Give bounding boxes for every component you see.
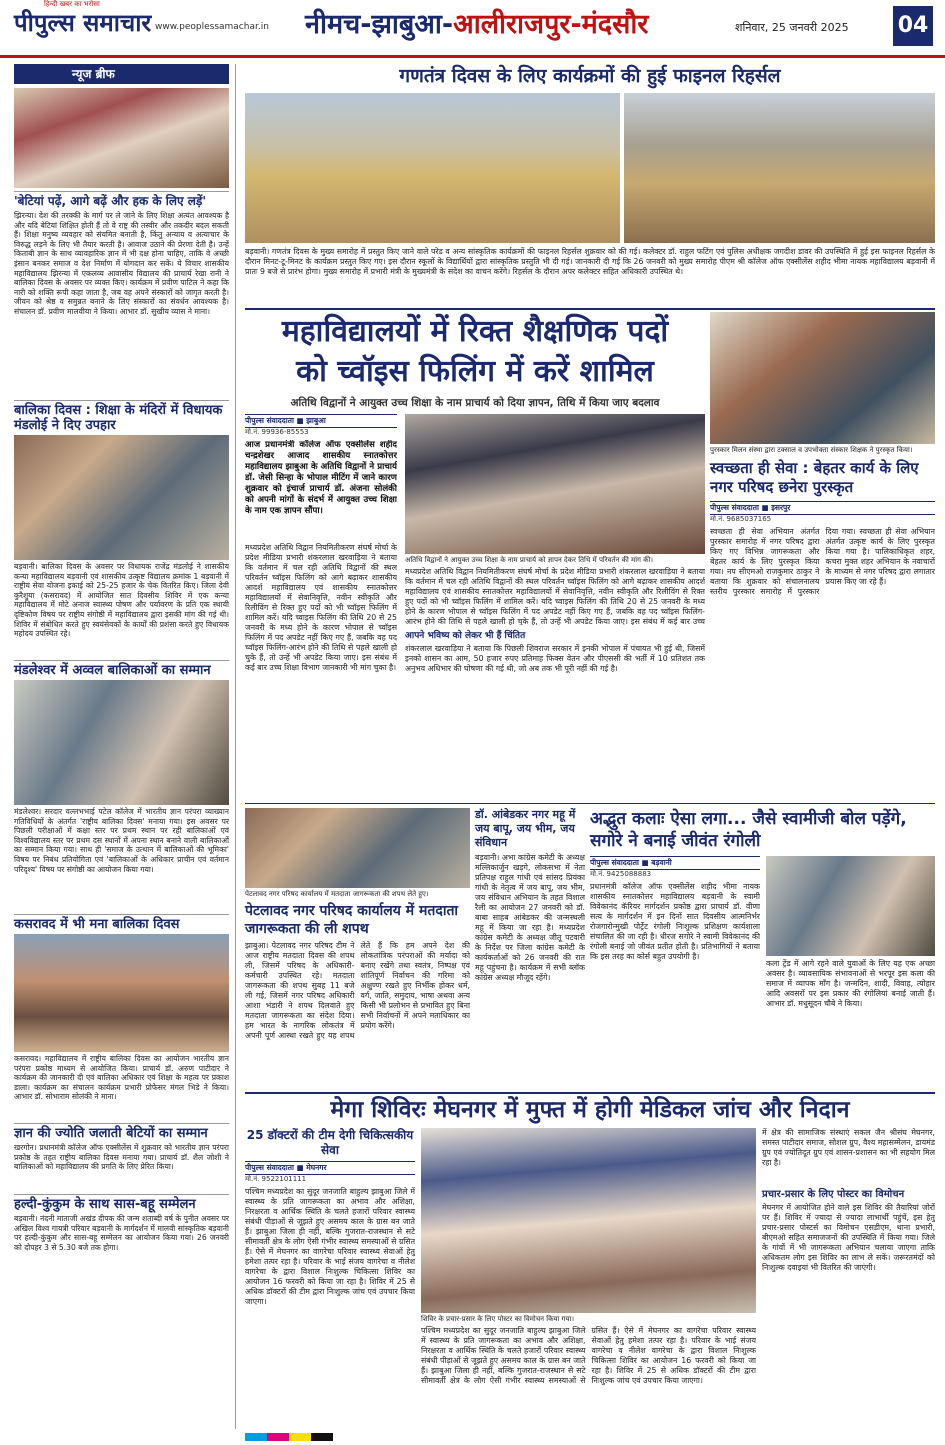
- swachhta-byline: पीपुल्स संवाददाता ■ इसरपुर: [710, 501, 935, 515]
- petlawad-headline: पेटलावद नगर परिषद कार्यालय में मतदाता जागरूकता की ली शपथ: [245, 902, 459, 937]
- ambedkar-headline: डॉ. आंबेडकर नगर महू में जय बापू, जय भीम, जय संविधान: [475, 808, 576, 849]
- rehearsal-headline: गणतंत्र दिवस के लिए कार्यक्रमों की हुई फाइनल रिहर्सल: [399, 65, 781, 87]
- story2-photo: [14, 435, 229, 560]
- award-photo: [710, 312, 935, 444]
- brand-logo: [14, 0, 152, 39]
- petlawad-photo: [245, 808, 470, 888]
- mega-body: पश्चिम मध्यप्रदेश का सुदूर जनजाति बाहुल्य झाबुआ जिले में स्वास्थ्य के प्रति जागरूकता का अभाव और अशिक्षा, निरक्षरता व आर्थिक स्थिति के चलते हजारों परिवार स्वास्थ्य संबंधी पीड़ाओं से जूझते हुए असमय काल के ग्रास बन जाते हैं। झाबुआ जिला ही नहीं, बल्कि गुजरात-राजस्थान से सटे सीमावर्ती क्षेत्र के लोग ऐसी गंभीर स्वास्थ्य समस्याओं से ग्रसित हैं। ऐसे में मेघनगर का वागरेचा परिवार स्वास्थ्य सेवाओं हेतु हमेशा तत्पर रहा है। परिवार के भाई संजय वागरेचा व नीलेश वागरेचा के द्वारा विशाल निःशुल्क चिकित्सा शिविर का आयोजन 16 फरवरी को किया जा रहा है। शिविर में 25 से अधिक डॉक्टरों की टीम द्वारा निःशुल्क जांच एवं उपचार किया जाएगा।: [245, 1187, 415, 1306]
- rangoli-mobile: मो.नं. 9425088883: [590, 870, 652, 878]
- college-body: मध्यप्रदेश अतिथि विद्वान नियमितीकरण संघर्ष मोर्चा के प्रदेश मीडिया प्रभारी शंकरलाल खरवाड़िया ने बताया कि वर्तमान में चल रही अतिथि विद्वानों की स्थल परिवर्तन च्वॉइस फिलिंग को आगे बढ़ाकर शासकीय आदर्श महाविद्यालय एवं शासकीय स्नातकोत्तर महाविद्यालयों में सेवानिवृत्ति, नवीन स्वीकृति और रिलीविंग से रिक्त हुए पदों को भी च्वॉइस फिलिंग में शामिल करें। यदि च्वाइस फिलिंग की तिथि 20 से 25 जनवरी के मध्य होने के कारण भोपाल से च्वॉइस फिलिंग में पद अपडेट नहीं किए गए हैं, जबकि वह पद च्वॉइस फिलिंग-आरंभ होने की तिथि से पहले खाली हो चुके हैं, तो उन्हें भी अपडेट किया जाए। इस संबंध में कई बार उच्च शिक्षा विभाग जानकारी भी मांग चुका है।: [245, 543, 397, 672]
- edition-title: [305, 4, 648, 41]
- college-photo-caption: अतिथि विद्वानों ने आयुक्त उच्च शिक्षा के नाम प्राचार्य को ज्ञापन देकर तिथि में परिवर्तन की मांग की।: [405, 556, 654, 564]
- story1-headline: 'बेटियां पढ़ें, आगे बढ़ें और हक के लिए लड़ें': [14, 191, 229, 209]
- rehearsal-photo-2: [624, 93, 935, 243]
- magenta-swatch: [267, 1433, 289, 1441]
- mega-subhead: 25 डॉक्टरों की टीम देगी चिकित्सकीय सेवा: [246, 1128, 414, 1157]
- rehearsal-photo-1: [245, 93, 620, 243]
- color-registration-strip: [245, 1433, 333, 1441]
- mega-headline: मेगा शिविरः मेघनगर में मुफ्त में होगी मेडिकल जांच और निदान: [330, 1097, 850, 1123]
- mega-photo: [421, 1128, 756, 1313]
- swachhta-headline: स्वच्छता ही सेवा : बेहतर कार्य के लिए नगर परिषद छनेरा पुरस्कृत: [710, 458, 919, 496]
- story5-headline: ज्ञान की ज्योति जलाती बेटियों का सम्मान: [14, 1123, 229, 1141]
- college-story: [245, 312, 705, 802]
- ambedkar-story: [475, 808, 585, 1088]
- story3-photo: [14, 680, 229, 805]
- yellow-swatch: [289, 1433, 311, 1441]
- rangoli-body: प्रधानमंत्री कॉलेज ऑफ एक्सीलेंस शहीद भीमा नायक शासकीय स्नातकोत्तर महाविद्यालय बड़वानी के स्वामी विवेकानंद कॅरियर मार्गदर्शन प्रकोष्ठ द्वारा प्राचार्य डॉ. वीणा सत्य के मार्गदर्शन में इन दिनों सात दिवसीय आत्मनिर्भर रोजगारोन्मुखी पोर्ट्रेट रंगोली निःशुल्क प्रशिक्षण कार्यशाला संचालित की जा रही है। धीरज सगोरे ने स्वामी विवेकानंद की रंगोली बनाई जो जीवंत प्रतीत होती है। प्रतिभागियों ने बताया कि इस तरह का कोर्स बहुत उपयोगी है।: [590, 882, 760, 961]
- story1-photo: [14, 88, 229, 188]
- swachhta-mobile: मो.नं. 9685037165: [710, 514, 772, 523]
- news-brief-column: [14, 64, 236, 1429]
- college-body-2: शंकरलाल खरवाड़िया ने बताया कि पिछली शिवराज सरकार में इनकी भोपाल में पंचायत भी हुई थी, जिसमें इनको शासन का आम, 50 हजार रुपए प्रतिमाह फिक्स वेतन और पीएससी की भर्ती में 10 प्रतिशत तक अनुभव अधिभार की घोषणा की गई थी, जो अब तक भी पूरी नहीं की गई है।: [405, 643, 705, 673]
- petlawad-story: [245, 808, 470, 1088]
- mega-photo-caption: शिविर के प्रचार-प्रसार के लिए पोस्टर का विमोचन किया गया।: [421, 1315, 575, 1323]
- story3-headline: मंडलेश्वर में अव्वल बालिकाओं का सम्मान: [14, 660, 229, 678]
- petlawad-photo-caption: पेटलावद नगर परिषद कार्यालय में मतदाता जागरूकता की शपथ लेते हुए।: [245, 890, 429, 898]
- rangoli-byline: पीपुल्स संवाददाता ■ बड़वानी: [590, 856, 760, 870]
- college-subhead: अतिथि विद्वानों ने आयुक्त उच्च शिक्षा के नाम प्राचार्य को दिया ज्ञापन, तिथि में किया जाए बदलाव: [290, 397, 660, 409]
- college-headline-1: महाविद्यालयों में रिक्त शैक्षणिक पदों: [281, 314, 669, 349]
- story4-headline: कसरावद में भी मना बालिका दिवस: [14, 914, 229, 932]
- divider: [245, 803, 935, 804]
- story5-body: खरगोन। प्रधानमंत्री कॉलेज ऑफ एक्सीलेंस में शुक्रवार को भारतीय ज्ञान परंपरा प्रकोष्ठ के तहत राष्ट्रीय बालिका दिवस मनाया गया। प्राचार्य डॉ. शैल जोशी ने बालिकाओं को महाविद्यालय की प्रगति के लिए प्रेरित किया।: [14, 1143, 229, 1172]
- edition-title-blue: नीमच-झाबुआ-: [305, 9, 454, 40]
- black-swatch: [311, 1433, 333, 1441]
- rehearsal-caption: बड़वानी। गणतंत्र दिवस के मुख्य समारोह में प्रस्तुत किए जाने वाले परेड व अन्य सांस्कृतिक कार्यक्रमों की फाइनल रिहर्सल शुक्रवार को की गई। कलेक्टर डॉ. राहुल फटिंग एवं पुलिस अधीक्षक जगदीश डावर की उपस्थिति में हुई इस फाइनल रिहर्सल के दौरान मिनट-टू-मिनट के कार्यक्रम प्रस्तुत किए गए। इस दौरान स्कूलों के विद्यार्थियों द्वारा सांस्कृतिक प्रस्तुति भी दी गई। जानकारी दी गई कि 26 जनवरी को मुख्य समारोह पीएम श्री कॉलेज ऑफ एक्सीलेंस शहीद भीमा नायक महाविद्यालय बड़वानी में प्रातः 9 बजे से प्रारंभ होगा। मुख्य समारोह में प्रभारी मंत्री के मुख्यमंत्री के संदेश का वाचन करेंगे। रिहर्सल के दौरान अपर कलेक्टर सहित अधिकारी उपस्थित थे।: [245, 247, 935, 276]
- college-photo: [405, 414, 705, 554]
- mega-mobile: मो.नं. 9522101111: [245, 1175, 307, 1183]
- college-lead: आज प्रधानमंत्री कॉलेज ऑफ एक्सीलेंस शहीद चन्द्रशेखर आजाद शासकीय स्नातकोत्तर महाविद्यालय झाबुआ के अतिथि विद्वानों ने प्राचार्य डॉ. जेसी सिन्हा के भोपाल मीटिंग में जाने कारण शुक्रवार को इंचार्ज प्राचार्य डॉ. अंजना सोलंकी को अपनी मांगों के संदर्भ में आयुक्त उच्च शिक्षा के नाम एक ज्ञापन सौंपा।: [245, 440, 397, 516]
- ambedkar-body: बड़वानी। अभा कांग्रेस कमेटी के अध्यक्ष मल्लिकार्जुन खड़गे, लोकसभा में नेता प्रतिपक्ष राहुल गांधी एवं सांसद प्रियंका गांधी के नेतृत्व में जय बापू, जय भीम, जय संविधान अभियान के तहत विशाल रैली का आयोजन 27 जनवरी को डॉ. बाबा साहब आंबेडकर की जन्मस्थली महू में किया जा रहा है। मध्यप्रदेश कांग्रेस कमेटी के अध्यक्ष जीतू पटवारी के निर्देश पर जिला कांग्रेस कमेटी के कार्यकर्ताओं को 26 जनवरी की रात महू पहुंचना है। कार्यक्रम में सभी ब्लॉक कांग्रेस अध्यक्ष मौजूद रहेंगे।: [475, 853, 585, 982]
- edition-title-red: आलीराजपुर-मंदसौर: [453, 9, 649, 40]
- rangoli-story: [590, 808, 935, 1088]
- college-subhead-2: आपने भविष्य को लेकर भी हैं चिंतित: [405, 630, 526, 641]
- brand-name: पीपुल्स समाचार: [14, 8, 152, 37]
- story3-body: मंडलेश्वर। सरदार वल्लभभाई पटेल कॉलेज में भारतीय ज्ञान परंपरा व्याख्यान गतिविधियों के अंतर्गत 'राष्ट्रीय बालिका दिवस' मनाया गया। इस अवसर पर पिछली परीक्षाओं में कक्षा स्तर पर प्रथम स्थान पर रही बालिकाओं एवं विश्वविद्यालय स्तर पर प्रथम दस स्थानों में अपना स्थान बनाने वाली बालिकाओं का सम्मान किया गया। साथ ही 'समाज के उत्थान में बालिकाओं की भूमिका' विषय पर निबंध प्रतियोगिता एवं 'बालिकाओं के अधिकार प्राचीन एवं वर्तमान परिदृश्य' विषय पर संगोष्ठी का आयोजन किया गया।: [14, 807, 229, 874]
- story2-headline: बालिका दिवस : शिक्षा के मंदिरों में विधायक मंडलोई ने दिए उपहार: [14, 400, 229, 433]
- brand-tagline: हिन्दी खबर का भरोसा: [44, 0, 100, 8]
- story4-body: कसरावद। महाविद्यालय में राष्ट्रीय बालिका दिवस का आयोजन भारतीय ज्ञान परंपरा प्रकोष्ठ माध्यम से आयोजित किया। प्राचार्य डॉ. अरुण पाटीदार ने कार्यक्रम की जानकारी दी एवं बालिका अधिकार एवं शिक्षा के महत्व पर प्रकाश डाला। कार्यक्रम का संचालन कार्यक्रम प्रभारी प्रोफेसर मंगल भिडे ने किया। आभार डॉ. सोभाराम सोलंकी ने माना।: [14, 1054, 229, 1102]
- rehearsal-photos: [245, 93, 935, 243]
- website: www.peoplessamachar.in: [155, 22, 269, 32]
- divider: [245, 308, 935, 310]
- issue-date: शनिवार, 25 जनवरी 2025: [735, 21, 849, 34]
- story6-headline: हल्दी-कुंकुम के साथ सास-बहू सम्मेलन: [14, 1194, 229, 1212]
- mega-right-subhead: प्रचार-प्रसार के लिए पोस्टर का विमोचन: [762, 1189, 905, 1200]
- swachhta-story: [710, 312, 935, 800]
- story2-body: बड़वानी। बालिका दिवस के अवसर पर विधायक राजेंद्र मंडलोई ने शासकीय कन्या महाविद्यालय बड़वानी एवं शासकीय उत्कृष्ट विद्यालय क्रमांक 1 बड़वानी में राष्ट्रीय सेवा योजना इकाई को 25-25 हजार के चेक वितरित किए। जिला देवी कुरैशुया (कसरावद) में आयोजित सात दिवसीय शिविर में एक कन्या महाविद्यालय में मोटे अनाज स्वास्थ्य पोषण और पर्यावरण के प्रति एक स्थायी दृष्टिकोण विषय पर राष्ट्रीय संगोष्ठी में महाविद्यालय द्वारा इसकी मांग की गई थी। शिविर में संबोधित करते हुए स्वयंसेवकों के कार्यों की प्रशंसा करते हुए विधायक महोदय उपस्थित रहे।: [14, 562, 229, 639]
- rangoli-body-2: कला ट्रेंड में आगे रहने वाले युवाओं के लिए यह एक अच्छा अवसर है। व्यावसायिक संभावनाओं से भरपूर इस कला की समाज में व्यापक माँग है। जन्मदिन, शादी, विवाह, त्योहार आदि अवसरों पर इस प्रकार की रंगोलियां बनाई जाती हैं। आभार डॉ. मधुसूदन चौबे ने किया।: [766, 959, 935, 1008]
- mega-body-continued: पश्चिम मध्यप्रदेश का सुदूर जनजाति बाहुल्य झाबुआ जिले में स्वास्थ्य के प्रति जागरूकता का अभाव और अशिक्षा, निरक्षरता व आर्थिक स्थिति के चलते हजारों परिवार स्वास्थ्य संबंधी पीड़ाओं से जूझते हुए असमय काल के ग्रास बन जाते हैं। झाबुआ जिला ही नहीं, बल्कि गुजरात-राजस्थान से सटे सीमावर्ती क्षेत्र के लोग ऐसी गंभीर स्वास्थ्य समस्याओं से ग्रसित हैं। ऐसे में मेघनगर का वागरेचा परिवार स्वास्थ्य सेवाओं हेतु हमेशा तत्पर रहा है। परिवार के भाई संजय वागरेचा व नीलेश वागरेचा के द्वारा विशाल निःशुल्क चिकित्सा शिविर का आयोजन 16 फरवरी को किया जा रहा है। शिविर में 25 से अधिक डॉक्टरों की टीम द्वारा निःशुल्क जांच एवं उपचार किया जाएगा।: [421, 1325, 756, 1385]
- mega-byline: पीपुल्स संवाददाता ■ मेघनगर: [245, 1161, 415, 1175]
- mega-right-body-2: मेघनगर में आयोजित होने वाले इस शिविर की तैयारियां जोरों पर हैं। शिविर में ज्यादा से ज्यादा लाभार्थी पहुंचें, इस हेतु प्रचार-प्रसार पोस्टर्स का विमोचन एसडीएम, थाना प्रभारी, बीएमओ सहित समाजजनों की उपस्थिति में किया गया। जिले के गांवों में भी जागरूकता अभियान चलाया जाएगा ताकि अधिकतम लोग इस शिविर का लाभ ले सकें। जरूरतमंदों को निःशुल्क दवाइयां भी वितरित की जाएंगी।: [762, 1203, 935, 1272]
- story4-photo: [14, 934, 229, 1052]
- divider: [245, 1092, 935, 1094]
- masthead: [0, 0, 945, 58]
- swachhta-body: स्वच्छता ही सेवा अभियान अंतर्गत पुरस्कार समारोह में नगर परिषद द्वारा किए गए विभिन्न जागरूकता और बेहतर कार्य के लिए पुरस्कृत किया गया। नप सीएमओ राजकुमार ठाकुर ने बताया कि शुक्रवार को संचालनालय स्तरीय पुरस्कार समारोह में पुरस्कार दिया गया। स्वच्छता ही सेवा अभियान अंतर्गत उत्कृष्ट कार्य के लिए पुरस्कृत किया गया है। पालिकाधिकृत शहर, कचरा मुक्त शहर अभियान के नवाचारों के माध्यम से नगर परिषद द्वारा लगातार प्रयास किए जा रहे हैं।: [710, 526, 935, 596]
- college-byline: पीपुल्स संवाददाता ■ झाबुआ: [245, 414, 397, 428]
- story6-body: बड़वानी। नंदनी माताजी अखंड दीपक की जन्म शताब्दी वर्ष के पुनीत अवसर पर अखिल विश्व गायत्री परिवार बड़वानी के मार्गदर्शन में मालवी सांस्कृतिक बड़वानी पर हल्दी-कुंकुम और सास-बहू सम्मेलन का आयोजन किया गया। 26 जनवरी को दोपहर 3 से 5.30 बजे तक होगा।: [14, 1214, 229, 1252]
- page-number: 04: [893, 6, 933, 46]
- college-body-continued: मध्यप्रदेश अतिथि विद्वान नियमितीकरण संघर्ष मोर्चा के प्रदेश मीडिया प्रभारी शंकरलाल खरवाड़िया ने बताया कि वर्तमान में चल रही अतिथि विद्वानों की स्थल परिवर्तन च्वॉइस फिलिंग को आगे बढ़ाकर शासकीय आदर्श महाविद्यालय एवं शासकीय स्नातकोत्तर महाविद्यालयों में सेवानिवृत्ति, नवीन स्वीकृति और रिलीविंग से रिक्त हुए पदों को भी च्वॉइस फिलिंग में शामिल करें। यदि च्वाइस फिलिंग की तिथि 20 से 25 जनवरी के मध्य होने के कारण भोपाल से च्वॉइस फिलिंग में पद अपडेट नहीं किए गए हैं, जबकि वह पद च्वॉइस फिलिंग-आरंभ होने की तिथि से पहले खाली हो चुके हैं, तो उन्हें भी अपडेट किया जाए। इस संबंध में कई बार उच्च: [405, 566, 705, 625]
- college-mobile: मो.नं. 99936-85553: [245, 428, 309, 436]
- mega-right-body: में क्षेत्र की सामाजिक संस्थाएं सकल जैन श्रीसंघ मेघनगर, समस्त पाटीदार समाज, सोशल ग्रुप, वैश्य महासम्मेलन, डायमंड ग्रुप एवं ज्योतिदूत ग्रुप एवं शासन-प्रशासन का भी सहयोग मिल रहा है।: [762, 1128, 935, 1167]
- mega-camp-story: [245, 1096, 935, 1431]
- story1-body: झिरन्या। देश की तरक्की के मार्ग पर ले जाने के लिए शिक्षा अत्यंत आवश्यक है और यदि बेटियां शिक्षित होती हैं तो वे राष्ट्र की तस्वीर और तकदीर बदल सकती हैं। शिक्षा मनुष्य व्यवहार को संयमित बनाती है, किंतु अन्याय व अत्याचार के विरुद्ध लड़ने के लिए भी तैयार करती है। आवाज उठाने की प्रेरणा देती है। उन्हें किताबी ज्ञान के साथ व्यावहारिक ज्ञान में भी दक्ष होना चाहिए, ताकि वे अच्छी इंसान बनकर समाज व देश निर्माण में योगदान कर सकें। ये विचार शासकीय महाविद्यालय झिरन्या में एकलव्य आवासीय विद्यालय की प्राचार्य रेखा रानी ने बालिका दिवस के अवसर पर व्यक्त किए। कार्यक्रम में प्रवीण पाटिल ने कहा कि नारी को शक्ति रूपी कहा जाता है, जब वह अपने संस्कारों को जागृत करती है। जीवन को श्रेष्ठ व समुन्नत बनाने के लिए संस्कारों का संवर्धन आवश्यक है। संचालन डॉ. प्रवीण मालवीया ने किया। आभार डॉ. सुखीय व्यास ने माना।: [14, 211, 229, 316]
- award-photo-caption: पुरस्कार मिलन संस्था द्वारा टक्साल व उपभोक्ता संस्कार शिक्षक ने पुरस्कृत किया।: [710, 446, 913, 454]
- college-headline-2: को च्वॉइस फिलिंग में करें शामिल: [296, 354, 654, 389]
- news-brief-label: न्यूज ब्रीफ: [14, 64, 229, 84]
- rangoli-headline: अद्भुत कलाः ऐसा लगा... जैसे स्वामीजी बोल पड़ेंगे, सगोरे ने बनाई जीवंत रंगोली: [590, 809, 907, 851]
- cyan-swatch: [245, 1433, 267, 1441]
- petlawad-body: झाबुआ। पेटलावद नगर परिषद टीम ने आज राष्ट्रीय मतदाता दिवस की शपथ ली, जिसमें परिषद के अधिकारी-कर्मचारी उपस्थित रहे। मतदाता जागरूकता की शपथ सुबह 11 बजे ली गई, जिसमें नगर परिषद अधिकारी आशा भंडारी ने शपथ दिलवाते हुए मतदाता जागरूकता का संदेश दिया। हम भारत के नागरिक लोकतंत्र में अपनी पूर्ण आस्था रखते हुए यह शपथ लेते हैं कि हम अपने देश की लोकतांत्रिक परंपराओं की मर्यादा को बनाए रखेंगे तथा स्वतंत्र, निष्पक्ष एवं शांतिपूर्ण निर्वाचन की गरिमा को अक्षुण्ण रखते हुए निर्भीक होकर धर्म, वर्ग, जाति, समुदाय, भाषा अथवा अन्य किसी भी प्रलोभन से प्रभावित हुए बिना सभी निर्वाचनों में अपने मताधिकार का प्रयोग करेंगे।: [245, 940, 470, 1040]
- rangoli-photo: [766, 856, 935, 956]
- rehearsal-story: [245, 62, 935, 307]
